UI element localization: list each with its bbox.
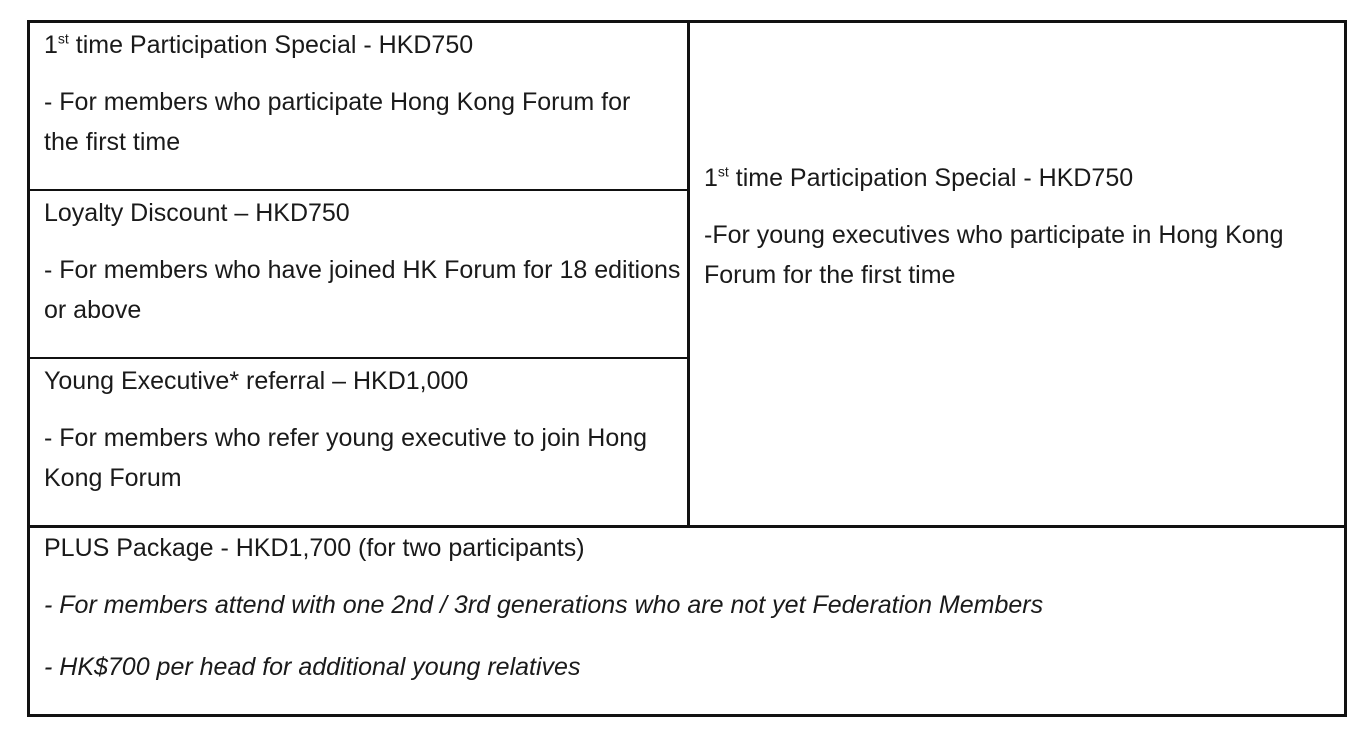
young-executive-offer-column	[690, 23, 1344, 525]
plus-package-line-2: - HK$700 per head for additional young relatives	[44, 653, 581, 681]
young-executive-referral-description: - For members who refer young executive to join Hong Kong Forum	[44, 424, 648, 492]
member-offers-column	[30, 23, 690, 525]
young-executive-special-title: 1st time Participation Special - HKD750	[704, 163, 1134, 192]
plus-package-title: PLUS Package - HKD1,700 (for two participants)	[44, 534, 585, 562]
first-time-special-cell	[30, 23, 687, 191]
first-time-special-title: 1st time Participation Special - HKD750	[44, 30, 474, 59]
plus-package-line-1: - For members attend with one 2nd / 3rd generations who are not yet Federation Members	[44, 591, 1044, 619]
pricing-table	[27, 20, 1347, 717]
young-executive-referral-title: Young Executive* referral – HKD1,000	[44, 367, 469, 395]
young-executive-referral-cell	[30, 359, 687, 525]
loyalty-discount-title: Loyalty Discount – HKD750	[44, 199, 350, 227]
loyalty-discount-cell	[30, 191, 687, 359]
young-executive-special-description: -For young executives who participate in Hong Kong Forum for the first time	[704, 221, 1284, 289]
first-time-special-description: - For members who participate Hong Kong Forum for the first time	[44, 88, 631, 156]
loyalty-discount-description: - For members who have joined HK Forum for 18 editions or above	[44, 256, 681, 324]
plus-package-row	[30, 525, 1344, 714]
